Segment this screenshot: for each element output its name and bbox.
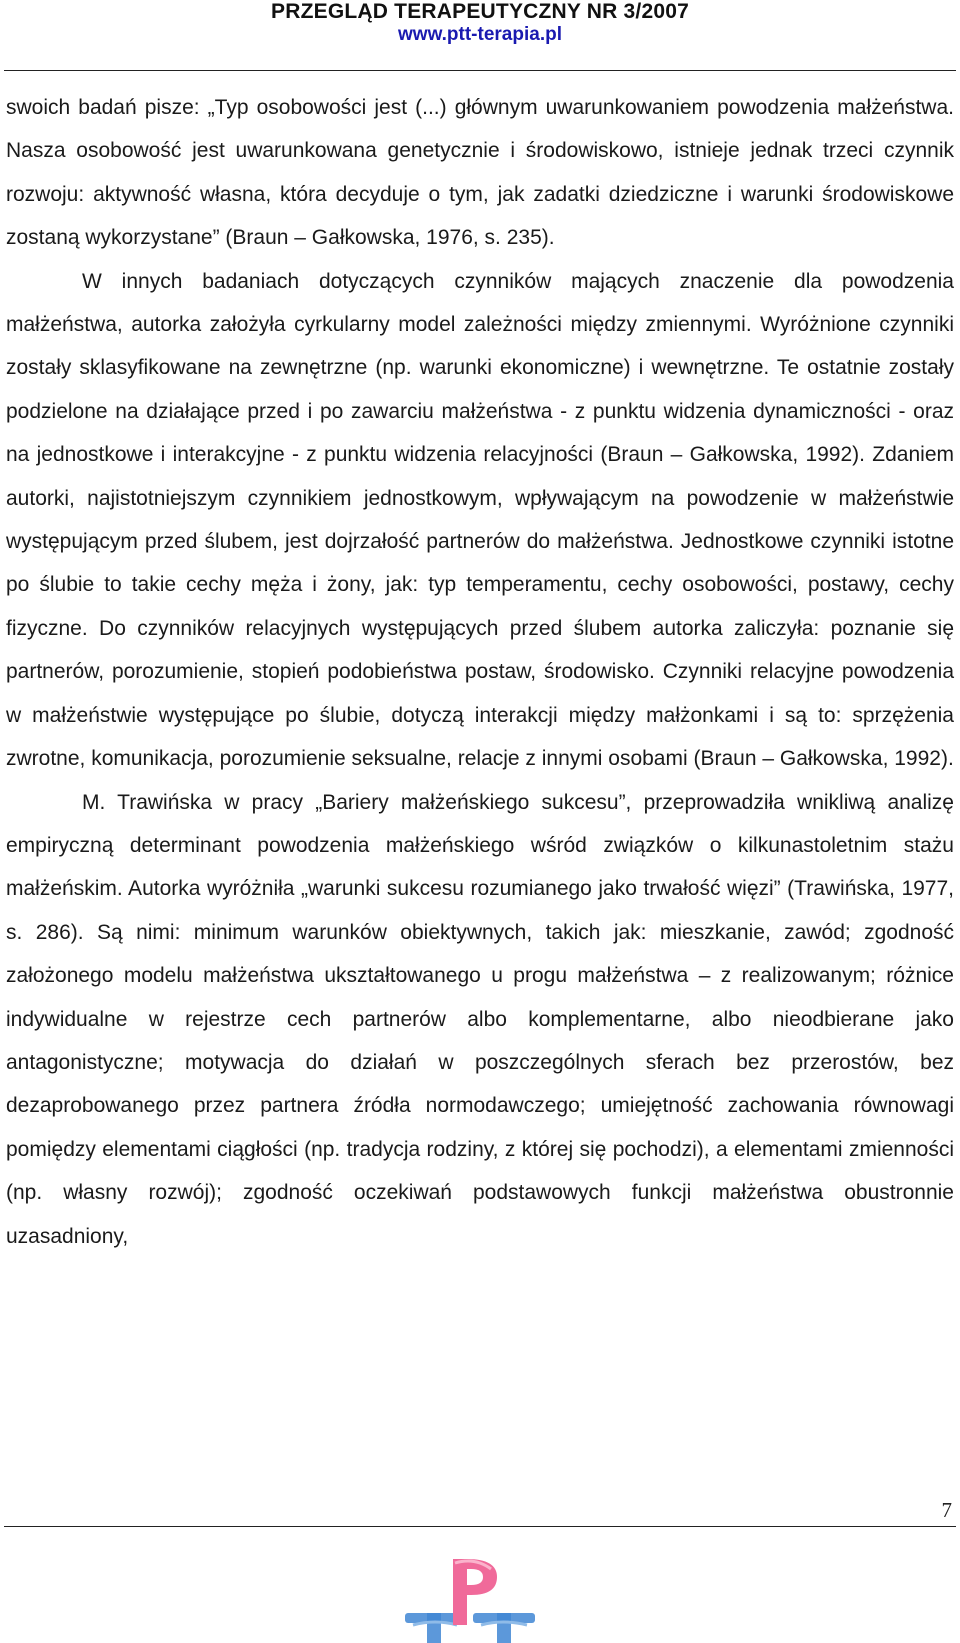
header-divider bbox=[4, 70, 956, 71]
logo-t-shapes bbox=[405, 1613, 535, 1643]
article-body bbox=[6, 86, 954, 1258]
page-number: 7 bbox=[941, 1498, 952, 1522]
ptt-logo-icon bbox=[405, 1555, 535, 1643]
page-header bbox=[0, 0, 960, 46]
paragraph: swoich badań pisze: „Typ osobowości jest (...) głównym uwarunkowaniem powodzenia małżeństwa. Nasza osobowość jest uwarunkowana genetycznie i środowiskowo, istnieje jednak trzeci czynnik rozwoju: aktywność własna, która decyduje o tym, jak zadatki dziedziczne i warunki środowiskowe zostaną wykorzystane” (Braun – Gałkowska, 1976, s. 235). bbox=[6, 96, 954, 250]
footer-divider bbox=[4, 1526, 956, 1527]
journal-url-link[interactable]: www.ptt-terapia.pl bbox=[398, 24, 562, 45]
paragraph: W innych badaniach dotyczących czynników mających znaczenie dla powodzenia małżeństwa, autorka założyła cyrkularny model zależności między zmiennymi. Wyróżnione czynniki zostały sklasyfikowane na zewnętrzne (np. warunki ekonomiczne) i wewnętrzne. Te ostatnie zostały podzielone na działające przed i po zawarciu małżeństwa - z punktu widzenia dynamiczności - oraz na jednostkowe i interakcyjne - z punktu widzenia relacyjności (Braun – Gałkowska, 1992). Zdaniem autorki, najistotniejszym czynnikiem jednostkowym, wpływającym na powodzenie w małżeństwie występującym przed ślubem, jest dojrzałość partnerów do małżeństwa. Jednostkowe czynniki istotne po ślubie to takie cechy męża i żony, jak: typ temperamentu, cechy osobowości, postawy, cechy fizyczne. Do czynników relacyjnych występujących przed ślubem autorka zaliczyła: poznanie się partnerów, porozumienie, stopień podobieństwa postaw, środowisko. Czynniki relacyjne powodzenia w małżeństwie występujące po ślubie, dotyczą interakcji między małżonkami i są to: sprzężenia zwrotne, komunikacja, porozumienie seksualne, relacje z innymi osobami (Braun – Gałkowska, 1992). bbox=[6, 269, 954, 771]
journal-title: PRZEGLĄD TERAPEUTYCZNY NR 3/2007 bbox=[271, 0, 689, 23]
paragraph: M. Trawińska w pracy „Bariery małżeńskiego sukcesu”, przeprowadziła wnikliwą analizę empiryczną determinant powodzenia małżeńskiego wśród związków o kilkunastoletnim stażu małżeńskim. Autorka wyróżniła „warunki sukcesu rozumianego jako trwałość więzi” (Trawińska, 1977, s. 286). Są nimi: minimum warunków obiektywnych, takich jak: mieszkanie, zawód; zgodność założonego modelu małżeństwa ukształtowanego u progu małżeństwa – z realizowanym; różnice indywidualne w rejestrze cech partnerów albo komplementarne, albo nieodbierane jako antagonistyczne; motywacja do działań w poszczególnych sferach bez przerostów, bez dezaprobowanego przez partnera źródła normodawczego; umiejętność zachowania równowagi pomiędzy elementami ciągłości (np. tradycja rodziny, z której się pochodzi), a elementami zmienności (np. własny rozwój); zgodność oczekiwań podstawowych funkcji małżeństwa obustronnie uzasadniony, bbox=[6, 790, 954, 1248]
